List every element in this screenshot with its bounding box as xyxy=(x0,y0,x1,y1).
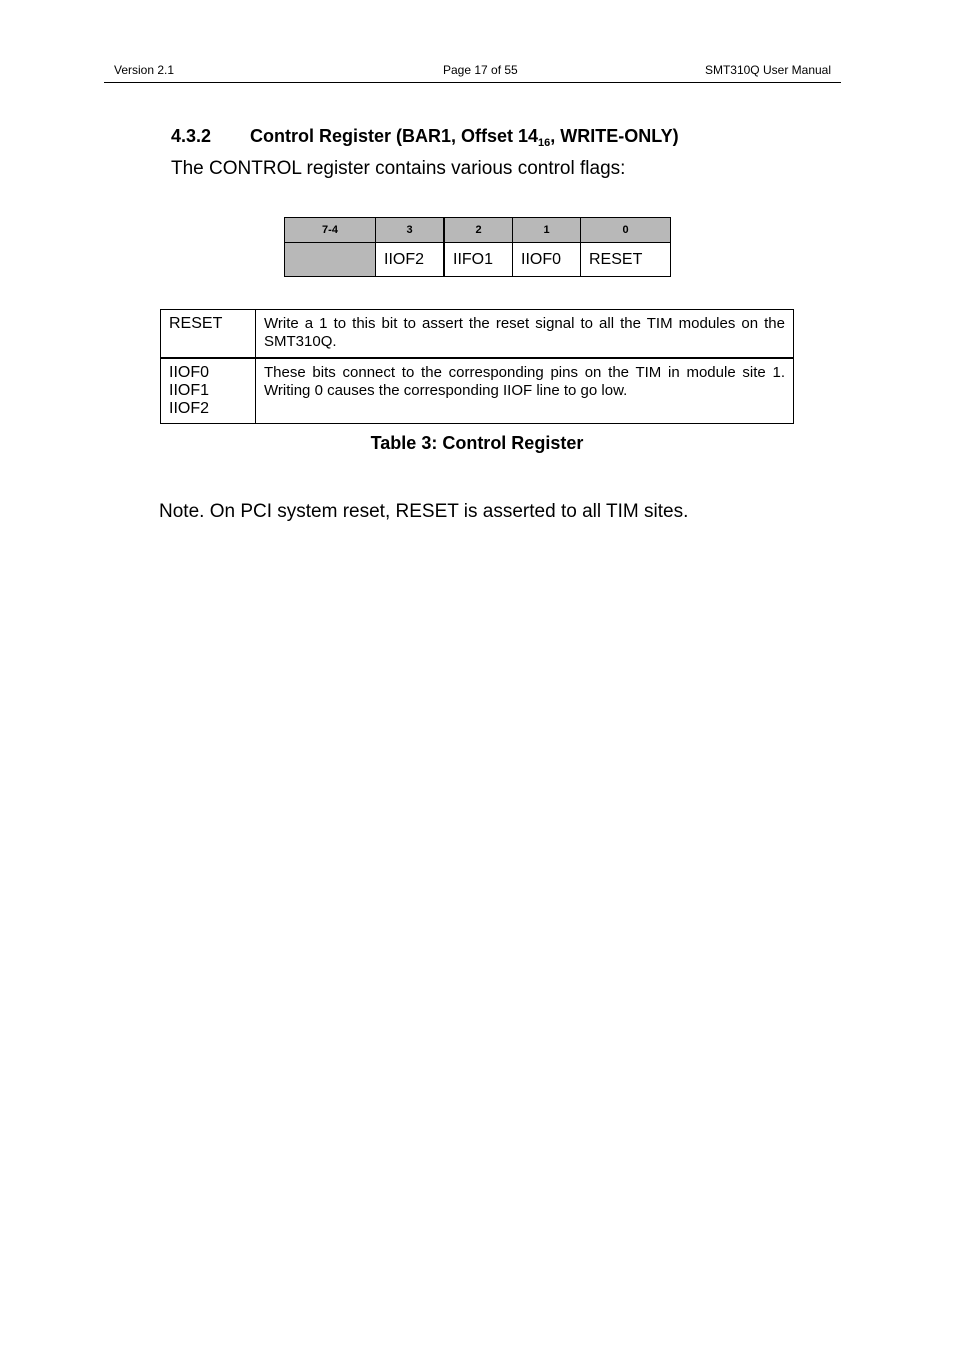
field-description: Write a 1 to this bit to assert the reset signal to all the TIM modules on the SMT310Q. xyxy=(256,310,794,359)
bit-value-3: IIOF2 xyxy=(376,243,445,277)
page-number: Page 17 of 55 xyxy=(443,63,518,77)
field-name xyxy=(161,358,256,424)
table-caption: Table 3: Control Register xyxy=(370,433,584,453)
section-title-start: Control Register (BAR1, Offset 14 xyxy=(250,126,539,146)
bit-layout-table xyxy=(284,217,671,277)
page-header xyxy=(104,60,841,83)
table-row xyxy=(161,310,794,359)
field-description: These bits connect to the corresponding pins on the TIM in module site 1. Writing 0 causes the corresponding IIOF line to go low. xyxy=(256,358,794,424)
bit-value-1: IIOF0 xyxy=(513,243,581,277)
bit-number-row xyxy=(285,218,671,243)
field-name-line: IIOF0 xyxy=(169,364,210,381)
field-name-line: IIOF2 xyxy=(169,400,210,417)
bit-name-row xyxy=(285,243,671,277)
table-row xyxy=(161,358,794,424)
bit-header-2: 2 xyxy=(444,218,513,243)
bit-description-table xyxy=(160,309,794,424)
manual-title: SMT310Q User Manual xyxy=(704,63,831,77)
section-title-end: , WRITE-ONLY) xyxy=(550,126,679,146)
bit-header-7-4: 7-4 xyxy=(285,218,376,243)
bit-value-7-4 xyxy=(285,243,376,277)
section-number: 4.3.2 xyxy=(171,126,212,146)
bit-header-3: 3 xyxy=(376,218,445,243)
bit-value-0: RESET xyxy=(581,243,671,277)
section-heading xyxy=(171,126,679,147)
version-label: Version 2.1 xyxy=(114,63,175,77)
field-name-line: IIOF1 xyxy=(169,382,210,399)
bit-header-1: 1 xyxy=(513,218,581,243)
field-name: RESET xyxy=(161,310,256,359)
bit-value-2: IIFO1 xyxy=(444,243,513,277)
bit-header-0: 0 xyxy=(581,218,671,243)
note-paragraph: Note. On PCI system reset, RESET is asserted to all TIM sites. xyxy=(159,501,689,522)
section-title-subscript: 16 xyxy=(538,137,551,149)
intro-paragraph: The CONTROL register contains various control flags: xyxy=(171,158,626,179)
